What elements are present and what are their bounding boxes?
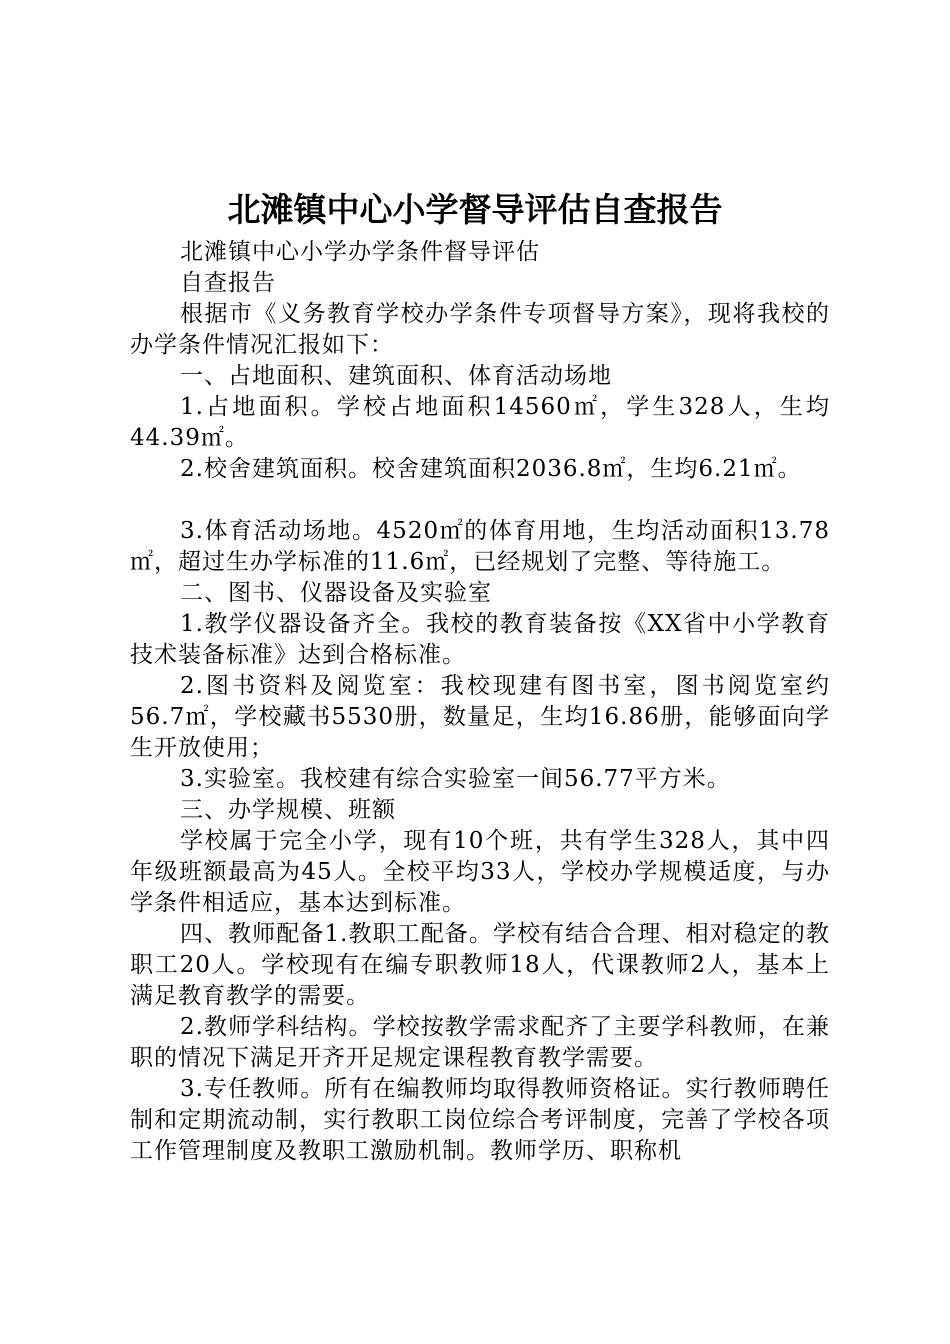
paragraph-equipment: 1.教学仪器设备齐全。我校的教育装备按《XX省中小学教育技术装备标准》达到合格标准。 xyxy=(130,611,830,668)
section-heading-1: 一、占地面积、建筑面积、体育活动场地 xyxy=(180,363,612,389)
document-title: 北滩镇中心小学督导评估自查报告 xyxy=(227,190,723,229)
paragraph-school-scale: 学校属于完全小学，现有10个班，共有学生328人，其中四年级班额最高为45人。全校平均33人，学校办学规模适度，与办学条件相适应，基本达到标准。 xyxy=(130,828,830,916)
document-body xyxy=(130,237,830,1167)
paragraph-subtitle-line1: 北滩镇中心小学办学条件督导评估 xyxy=(180,239,540,265)
paragraph-library: 2.图书资料及阅览室：我校现建有图书室，图书阅览室约56.7㎡，学校藏书5530册，数量足，生均16.86册，能够面向学生开放使用； xyxy=(130,673,830,761)
paragraph-subject-structure: 2.教师学科结构。学校按教学需求配齐了主要学科教师，在兼职的情况下满足开齐开足规定课程教育教学需要。 xyxy=(130,1014,830,1071)
paragraph-staff: 四、教师配备1.教职工配备。学校有结合合理、相对稳定的教职工20人。学校现有在编专职教师18人，代课教师2人，基本上满足教育教学的需要。 xyxy=(130,921,830,1009)
paragraph-sports-area: 3.体育活动场地。4520㎡的体育用地，生均活动面积13.78㎡，超过生办学标准的11.6㎡，已经规划了完整、等待施工。 xyxy=(130,518,830,575)
paragraph-building-area: 2.校舍建筑面积。校舍建筑面积2036.8㎡，生均6.21㎡。 xyxy=(180,456,802,482)
paragraph-subtitle-line2: 自查报告 xyxy=(180,270,276,296)
section-heading-3: 三、办学规模、班额 xyxy=(180,797,396,823)
section-heading-2: 二、图书、仪器设备及实验室 xyxy=(180,580,492,606)
paragraph-laboratory: 3.实验室。我校建有综合实验室一间56.77平方米。 xyxy=(180,766,731,792)
paragraph-intro: 根据市《义务教育学校办学条件专项督导方案》，现将我校的办学条件情况汇报如下： xyxy=(130,301,830,358)
paragraph-land-area: 1.占地面积。学校占地面积14560㎡，学生328人，生均44.39㎡。 xyxy=(130,394,830,451)
paragraph-teachers: 3.专任教师。所有在编教师均取得教师资格证。实行教师聘任制和定期流动制，实行教职工岗位综合考评制度，完善了学校各项工作管理制度及教职工激励机制。教师学历、职称机 xyxy=(130,1076,830,1164)
